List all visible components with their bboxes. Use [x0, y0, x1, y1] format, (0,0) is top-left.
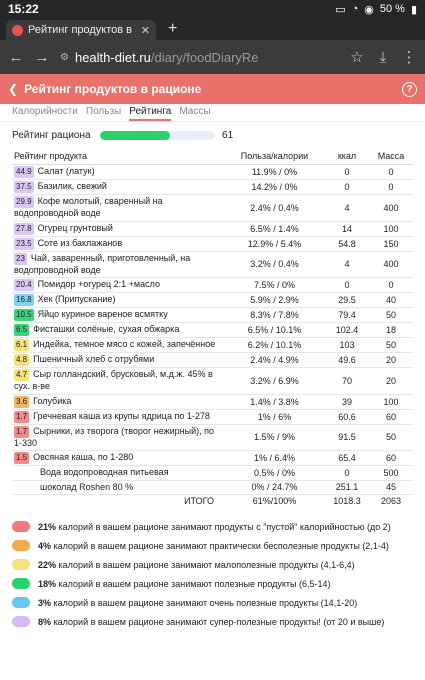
- product-name[interactable]: шоколад Roshen 80 %: [40, 481, 134, 492]
- product-cell: [12, 165, 224, 180]
- product-cell: [12, 308, 224, 323]
- page-title: Рейтинг продуктов в рационе: [24, 82, 202, 96]
- mass-cell: 50: [369, 338, 413, 353]
- mass-cell: 60: [369, 409, 413, 424]
- total-kcal: 1018.3: [333, 496, 361, 506]
- site-favicon-icon: [12, 25, 23, 36]
- download-icon[interactable]: ⤓: [379, 48, 387, 66]
- product-cell: [12, 480, 224, 495]
- col-header-mass[interactable]: Масса: [369, 148, 413, 165]
- more-menu-icon[interactable]: ⋮: [401, 49, 417, 66]
- kcal-cell: 4: [325, 251, 369, 278]
- mass-cell: 60: [369, 451, 413, 466]
- table-row[interactable]: [12, 353, 413, 368]
- mass-cell: 20: [369, 353, 413, 368]
- rating-badge: 1.7: [16, 426, 28, 436]
- table-row[interactable]: [12, 278, 413, 293]
- score-bar-fill: [100, 131, 170, 140]
- product-name[interactable]: Фисташки солёные, сухая обжарка: [33, 324, 180, 334]
- kcal-cell: 39: [325, 394, 369, 409]
- kcal-cell: 0: [325, 180, 369, 195]
- mass-cell: 150: [369, 236, 413, 251]
- kcal-cell: 70: [325, 368, 369, 395]
- legend-percent: 8%: [38, 616, 52, 627]
- legend-item: [12, 574, 425, 593]
- legend-color-swatch: [12, 616, 30, 627]
- mass-cell: 100: [369, 394, 413, 409]
- legend-item: [12, 593, 425, 612]
- legend-percent: 21%: [38, 521, 57, 532]
- kcal-cell: 14: [325, 221, 369, 236]
- site-info-icon[interactable]: ⚙: [60, 51, 69, 63]
- product-cell: [12, 195, 224, 222]
- kcal-cell: 103: [325, 338, 369, 353]
- legend-color-swatch: [12, 521, 30, 532]
- kcal-cell: 0: [325, 466, 369, 481]
- legend-percent: 3%: [38, 597, 52, 608]
- total-mass: 2063: [380, 496, 402, 506]
- browser-tab-strip: [0, 18, 425, 40]
- back-chevron-icon[interactable]: ❮: [8, 82, 19, 96]
- benefit-cell: 6.5% / 10.1%: [224, 323, 325, 338]
- product-cell: [12, 353, 224, 368]
- product-name[interactable]: Базилик, свежий: [37, 181, 107, 191]
- product-name[interactable]: Овсяная каша, по 1-280: [33, 452, 134, 462]
- url-host: health-diet.ru: [74, 49, 151, 65]
- table-row[interactable]: [12, 221, 413, 236]
- rating-badge: 6.5: [16, 325, 28, 334]
- forward-icon[interactable]: →: [34, 48, 50, 66]
- legend-item: [12, 612, 425, 631]
- benefit-cell: 2.4% / 0.4%: [224, 195, 325, 222]
- kcal-cell: 60.6: [325, 409, 369, 424]
- rating-badge: 16.8: [16, 295, 32, 304]
- mass-cell: 0: [369, 165, 413, 180]
- legend-item: [12, 517, 425, 536]
- total-label: ИТОГО: [184, 496, 214, 506]
- col-header-rating[interactable]: Рейтинг продукта: [12, 148, 224, 165]
- mute-icon: ◉: [364, 3, 374, 16]
- product-cell: [12, 251, 224, 278]
- total-row: [12, 495, 413, 508]
- legend-color-swatch: [12, 559, 30, 570]
- kcal-cell: 65.4: [325, 451, 369, 466]
- product-name[interactable]: Соте из баклажанов: [37, 237, 123, 248]
- rating-badge: 10.5: [16, 310, 32, 319]
- legend-text: калорий в вашем рационе занимают очень полезные продукты (14,1-20): [53, 597, 358, 608]
- legend-text: калорий в вашем рационе занимают продукты с "пустой" калорийностью (до 2): [58, 521, 391, 532]
- product-cell: [12, 451, 224, 466]
- kcal-cell: 102.4: [325, 323, 369, 338]
- table-row[interactable]: [12, 251, 413, 278]
- product-cell: [12, 236, 224, 251]
- product-cell: [12, 394, 224, 409]
- mass-cell: 100: [369, 221, 413, 236]
- status-bar: [0, 0, 425, 18]
- benefit-cell: 1% / 6%: [224, 409, 325, 424]
- legend-text: калорий в вашем рационе занимают практически бесполезные продукты (2,1-4): [53, 540, 389, 551]
- table-row[interactable]: [12, 293, 413, 308]
- legend-item: [12, 555, 425, 574]
- product-name[interactable]: Сырники, из творога (творог нежирный), по 1-330: [14, 425, 214, 448]
- col-header-kcal[interactable]: ккал: [325, 148, 369, 165]
- table-row[interactable]: [12, 409, 413, 424]
- rating-badge: 23.5: [16, 238, 32, 248]
- legend-color-swatch: [12, 578, 30, 589]
- sub-tabs: [0, 104, 425, 122]
- table-row[interactable]: [12, 368, 413, 395]
- mass-cell: 400: [369, 195, 413, 222]
- rating-badge: 6.1: [16, 340, 28, 349]
- table-row[interactable]: [12, 236, 413, 251]
- kcal-cell: 0: [325, 278, 369, 293]
- benefit-cell: 3.2% / 0.4%: [224, 251, 325, 278]
- rating-badge: 23: [16, 253, 25, 263]
- benefit-cell: 5.9% / 2.9%: [224, 293, 325, 308]
- product-cell: [12, 466, 224, 481]
- product-cell: [12, 368, 224, 395]
- tab-calories[interactable]: Калорийности: [12, 106, 78, 117]
- table-row[interactable]: [12, 394, 413, 409]
- table-row[interactable]: [12, 466, 413, 481]
- kcal-cell: 0: [325, 165, 369, 180]
- address-bar: [0, 40, 425, 74]
- benefit-cell: 0% / 24.7%: [224, 480, 325, 495]
- product-name[interactable]: Хек (Припускание): [37, 294, 116, 304]
- tab-benefit[interactable]: Пользы: [85, 106, 122, 117]
- table-row[interactable]: [12, 424, 413, 451]
- status-icons: [335, 3, 417, 16]
- benefit-cell: 0.5% / 0%: [224, 466, 325, 481]
- rating-badge: 37.5: [16, 182, 32, 191]
- rating-badge: 44.9: [16, 167, 32, 176]
- mass-cell: 500: [369, 466, 413, 481]
- product-name[interactable]: Вода водопроводная питьевая: [40, 467, 169, 477]
- legend-text: калорий в вашем рационе занимают малополезные продукты (4,1-6,4): [58, 559, 355, 570]
- help-icon[interactable]: ?: [402, 82, 417, 97]
- product-name[interactable]: Чай, заваренный, приготовленный, на водопроводной воде: [14, 252, 191, 275]
- close-tab-icon[interactable]: ✕: [140, 24, 150, 37]
- product-cell: [12, 323, 224, 338]
- app-header: [0, 74, 425, 104]
- mass-cell: 400: [369, 251, 413, 278]
- product-cell: [12, 293, 224, 308]
- product-name[interactable]: Голубика: [33, 395, 72, 406]
- mass-cell: 20: [369, 368, 413, 395]
- rating-badge: 29.9: [16, 197, 32, 206]
- legend-item: [12, 536, 425, 555]
- benefit-cell: 7.5% / 0%: [224, 278, 325, 293]
- cast-icon: ▭: [335, 3, 346, 16]
- wifi-icon: ◔: [351, 3, 359, 15]
- tab-rating[interactable]: Рейтинга: [129, 104, 171, 121]
- table-row[interactable]: [12, 308, 413, 323]
- table-row[interactable]: [12, 195, 413, 222]
- kcal-cell: 54.8: [325, 236, 369, 251]
- kcal-cell: 79.4: [325, 308, 369, 323]
- mass-cell: 50: [369, 424, 413, 451]
- rating-badge: 3.6: [16, 396, 28, 406]
- product-name[interactable]: Помидор +огурец 2:1 +масло: [37, 279, 160, 289]
- product-name[interactable]: Салат (латук): [37, 166, 95, 176]
- bookmark-star-icon[interactable]: ☆: [350, 49, 364, 66]
- benefit-cell: 2.4% / 4.9%: [224, 353, 325, 368]
- mass-cell: 0: [369, 180, 413, 195]
- product-name[interactable]: Кофе молотый, сваренный на водопроводной воде: [14, 196, 163, 218]
- benefit-cell: 6.5% / 1.4%: [224, 221, 325, 236]
- score-value: 61: [222, 129, 234, 141]
- mass-cell: 40: [369, 293, 413, 308]
- tab-mass[interactable]: Массы: [179, 106, 211, 117]
- product-name[interactable]: Индейка, темное мясо с кожей, запечённое: [33, 339, 216, 349]
- product-cell: [12, 180, 224, 195]
- benefit-cell: 6.2% / 10.1%: [224, 338, 325, 353]
- mass-cell: 50: [369, 308, 413, 323]
- product-name[interactable]: Пшеничный хлеб с отрубями: [33, 354, 155, 364]
- table-row[interactable]: [12, 480, 413, 495]
- rating-badge: 27.8: [16, 223, 32, 233]
- legend: [0, 517, 425, 631]
- benefit-cell: 1.4% / 3.8%: [224, 394, 325, 409]
- product-cell: [12, 278, 224, 293]
- battery-icon: ▮: [410, 3, 417, 16]
- benefit-cell: 3.2% / 6.9%: [224, 368, 325, 395]
- rating-badge: 4.8: [16, 355, 28, 364]
- mass-cell: 18: [369, 323, 413, 338]
- back-icon[interactable]: ←: [8, 48, 24, 66]
- rating-badge: 1.5: [16, 453, 28, 462]
- rating-table: [12, 148, 413, 507]
- benefit-cell: 12.9% / 5.4%: [224, 236, 325, 251]
- benefit-cell: 1.5% / 9%: [224, 424, 325, 451]
- legend-text: калорий в вашем рационе занимают полезные продукты (6,5-14): [58, 578, 331, 589]
- kcal-cell: 29.5: [325, 293, 369, 308]
- mass-cell: 45: [369, 480, 413, 495]
- product-name[interactable]: Огурец грунтовый: [37, 222, 113, 233]
- rating-badge-empty: [14, 473, 36, 475]
- status-time: 15:22: [8, 2, 39, 16]
- product-cell: [12, 409, 224, 424]
- browser-tab[interactable]: [6, 20, 156, 40]
- rating-badge: 20.4: [16, 280, 32, 289]
- battery-text: 50 %: [379, 3, 405, 15]
- rating-badge: 1.7: [16, 411, 28, 421]
- benefit-cell: 14.2% / 0%: [224, 180, 325, 195]
- product-cell: [12, 221, 224, 236]
- table-row[interactable]: [12, 338, 413, 353]
- legend-color-swatch: [12, 540, 30, 551]
- kcal-cell: 91.5: [325, 424, 369, 451]
- benefit-cell: 11.9% / 0%: [224, 165, 325, 180]
- legend-percent: 4%: [38, 540, 52, 551]
- table-row[interactable]: [12, 165, 413, 180]
- legend-text: калорий в вашем рационе занимают супер-полезные продукты! (от 20 и выше): [53, 616, 385, 627]
- product-name[interactable]: Яйцо куриное вареное всмятку: [37, 309, 168, 319]
- diet-score: [0, 122, 425, 148]
- kcal-cell: 49.6: [325, 353, 369, 368]
- table-row[interactable]: [12, 323, 413, 338]
- table-row[interactable]: [12, 180, 413, 195]
- benefit-cell: 1% / 6.4%: [224, 451, 325, 466]
- legend-percent: 22%: [38, 559, 57, 570]
- url-path: /diary/foodDiaryRe: [150, 49, 259, 65]
- kcal-cell: 4: [325, 195, 369, 222]
- col-header-benefit[interactable]: Польза/калории: [224, 148, 325, 165]
- rating-badge: 4.7: [16, 370, 28, 379]
- mass-cell: 0: [369, 278, 413, 293]
- score-label: Рейтинг рациона: [12, 129, 91, 141]
- benefit-cell: 8.3% / 7.8%: [224, 308, 325, 323]
- table-row[interactable]: [12, 451, 413, 466]
- product-cell: [12, 338, 224, 353]
- kcal-cell: 251.1: [325, 480, 369, 495]
- product-name[interactable]: Гречневая каша из крупы ядрица по 1-278: [33, 410, 210, 421]
- total-benefit: 61%/100%: [252, 496, 297, 506]
- product-cell: [12, 424, 224, 451]
- tab-title: Рейтинг продуктов в: [28, 24, 133, 36]
- product-name[interactable]: Сыр голландский, брусковый, м.д.ж. 45% в сух. в-ве: [14, 369, 213, 391]
- legend-percent: 18%: [38, 578, 57, 589]
- new-tab-button[interactable]: +: [168, 20, 178, 37]
- url-field[interactable]: [60, 50, 339, 65]
- score-bar: [100, 131, 214, 140]
- legend-color-swatch: [12, 597, 30, 608]
- rating-badge-empty: [14, 488, 36, 490]
- table-header-row: [12, 148, 413, 165]
